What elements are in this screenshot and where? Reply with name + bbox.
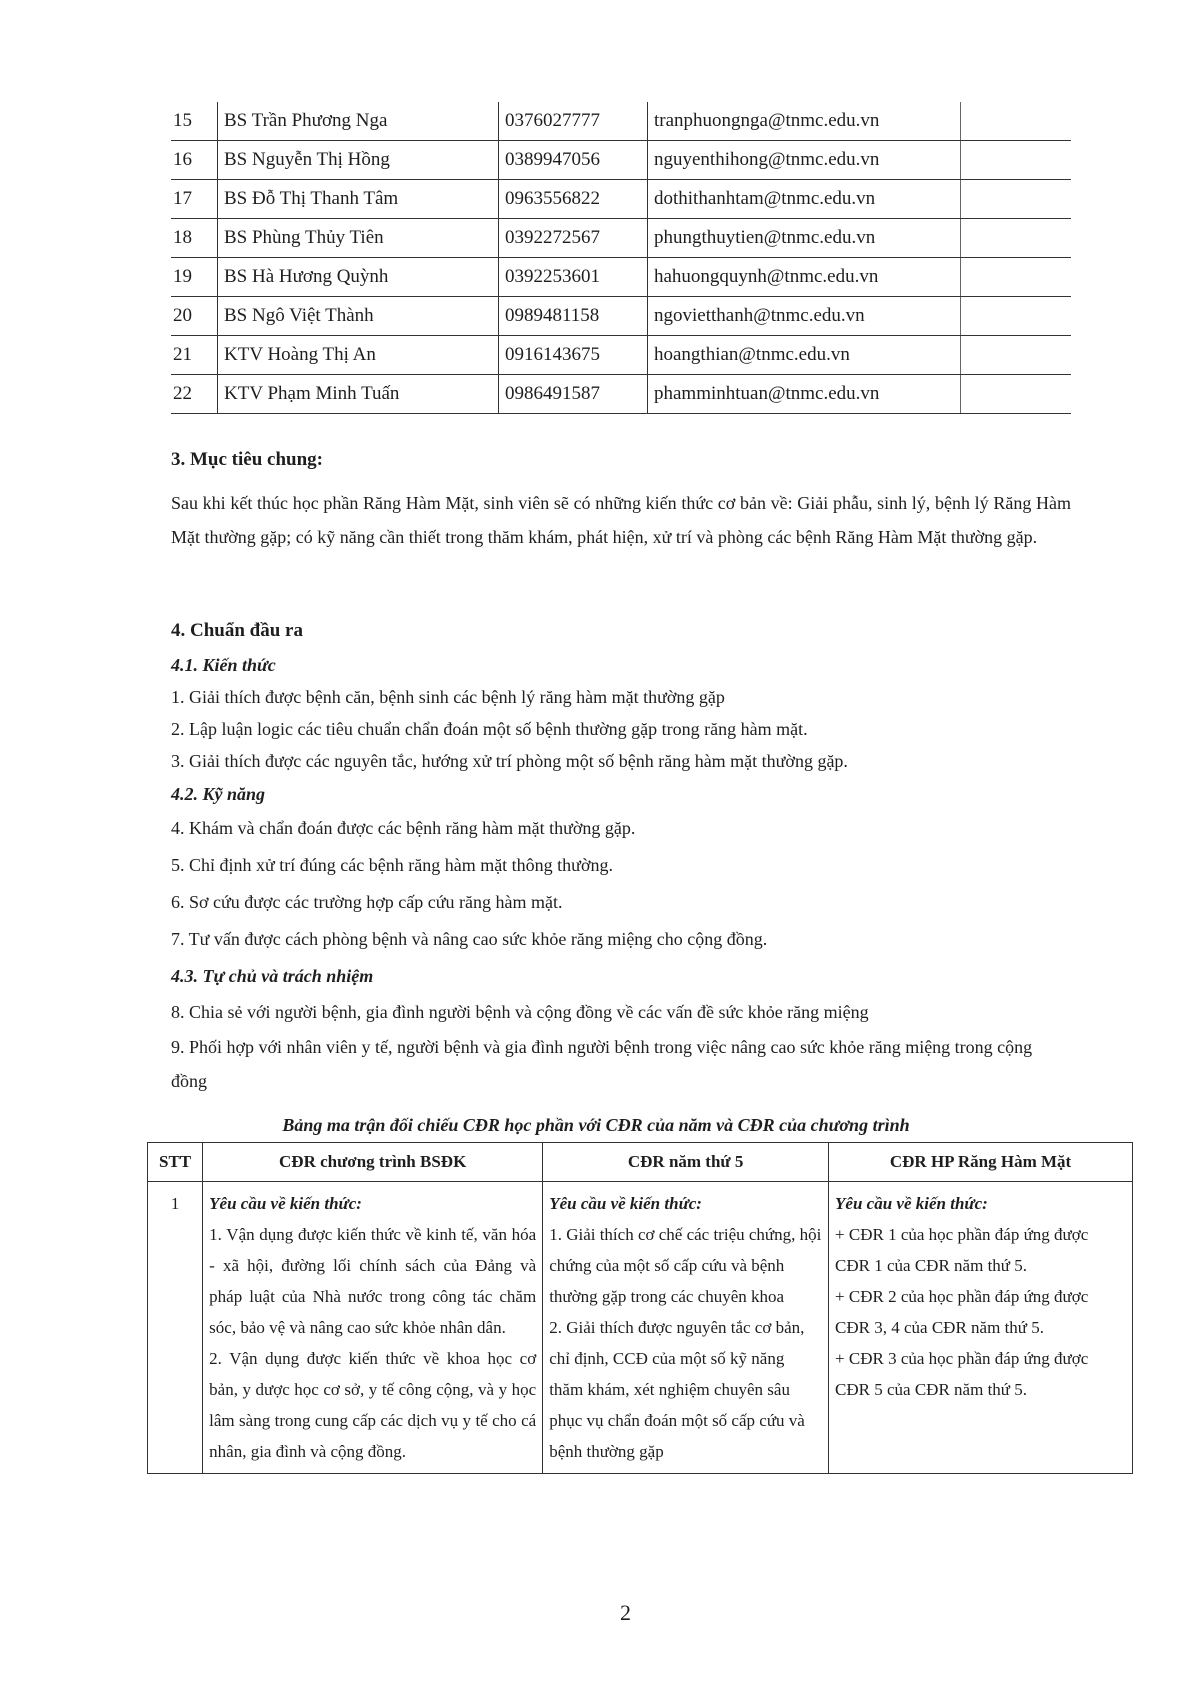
section-3-text: Sau khi kết thúc học phần Răng Hàm Mặt, sinh viên sẽ có những kiến thức cơ bản về: Giải phẫu, sinh lý, bệnh lý Răng Hàm Mặt thường gặp; có kỹ năng cần thiết trong thăm khám, phát hiện, xử trí và phòng các bệnh Răng Hàm Mặt thường gặp. [171, 493, 1071, 547]
outcome-item: 1. Giải thích được bệnh căn, bệnh sinh các bệnh lý răng hàm mặt thường gặp [171, 687, 725, 707]
staff-email: ngovietthanh@tnmc.edu.vn [648, 297, 961, 336]
staff-stt: 16 [171, 141, 218, 180]
staff-phone: 0392253601 [499, 258, 648, 297]
outcome-item: 9. Phối hợp với nhân viên y tế, người bệnh và gia đình người bệnh trong việc nâng cao sức khỏe răng miệng trong cộng đồng [171, 1037, 1033, 1091]
staff-row [171, 180, 1071, 219]
staff-phone: 0916143675 [499, 336, 648, 375]
course-mapping-1: + CĐR 1 của học phần đáp ứng được CĐR 1 của CĐR năm thứ 5. [835, 1225, 1089, 1275]
outcome-item: 2. Lập luận logic các tiêu chuẩn chẩn đoán một số bệnh thường gặp trong răng hàm mặt. [171, 719, 808, 739]
staff-empty-cell [961, 336, 1072, 375]
matrix-row-stt: 1 [148, 1182, 203, 1474]
year-outcome-2: 2. Giải thích được nguyên tắc cơ bản, chỉ định, CCĐ của một số kỹ năng thăm khám, xét nghiệm chuyên sâu phục vụ chẩn đoán một số cấp cứu và bệnh thường gặp [549, 1318, 805, 1461]
section-4-title: 4. Chuẩn đầu ra [171, 620, 303, 641]
staff-row [171, 336, 1071, 375]
staff-email: phungthuytien@tnmc.edu.vn [648, 219, 961, 258]
course-outcomes-cell [829, 1182, 1133, 1474]
year-outcome-1: 1. Giải thích cơ chế các triệu chứng, hội chứng của một số cấp cứu và bệnh thường gặp trong các chuyên khoa [549, 1225, 822, 1306]
staff-empty-cell [961, 375, 1072, 414]
matrix-row [148, 1182, 1133, 1474]
section-3-title: 3. Mục tiêu chung: [171, 449, 323, 470]
outcome-item: 3. Giải thích được các nguyên tắc, hướng xử trí phòng một số bệnh răng hàm mặt thường gặp. [171, 751, 848, 771]
staff-empty-cell [961, 297, 1072, 336]
program-outcomes-cell [203, 1182, 543, 1474]
year-knowledge-heading: Yêu cầu về kiến thức: [549, 1194, 702, 1213]
course-knowledge-heading: Yêu cầu về kiến thức: [835, 1194, 988, 1213]
staff-empty-cell [961, 141, 1072, 180]
staff-phone: 0963556822 [499, 180, 648, 219]
outcome-item: 4. Khám và chẩn đoán được các bệnh răng hàm mặt thường gặp. [171, 818, 636, 838]
staff-row [171, 141, 1071, 180]
header-program-outcomes: CĐR chương trình BSĐK [203, 1143, 543, 1182]
staff-name: BS Nguyễn Thị Hồng [218, 141, 499, 180]
staff-stt: 22 [171, 375, 218, 414]
staff-email: tranphuongnga@tnmc.edu.vn [648, 102, 961, 141]
staff-stt: 17 [171, 180, 218, 219]
staff-name: KTV Phạm Minh Tuấn [218, 375, 499, 414]
header-course-outcomes: CĐR HP Răng Hàm Mặt [829, 1143, 1133, 1182]
staff-stt: 21 [171, 336, 218, 375]
staff-email: phamminhtuan@tnmc.edu.vn [648, 375, 961, 414]
staff-name: BS Phùng Thủy Tiên [218, 219, 499, 258]
staff-email: nguyenthihong@tnmc.edu.vn [648, 141, 961, 180]
program-outcome-1: 1. Vận dụng được kiến thức về kinh tế, văn hóa - xã hội, đường lối chính sách của Đảng và pháp luật của Nhà nước trong công tác chăm sóc, bảo vệ và nâng cao sức khỏe nhân dân. [209, 1225, 537, 1337]
header-year-outcomes: CĐR năm thứ 5 [543, 1143, 829, 1182]
program-outcome-2: 2. Vận dụng được kiến thức về khoa học cơ bản, y dược học cơ sở, y tế công cộng, và y học lâm sàng trong cung cấp các dịch vụ y tế cho cá nhân, gia đình và cộng đồng. [209, 1349, 537, 1461]
year-outcomes-cell [543, 1182, 829, 1474]
program-knowledge-heading: Yêu cầu về kiến thức: [209, 1194, 362, 1213]
course-mapping-2: + CĐR 2 của học phần đáp ứng được CĐR 3, 4 của CĐR năm thứ 5. [835, 1287, 1089, 1337]
staff-phone: 0392272567 [499, 219, 648, 258]
staff-name: BS Ngô Việt Thành [218, 297, 499, 336]
matrix-header-row [148, 1143, 1133, 1182]
staff-table [171, 102, 1071, 414]
knowledge-title: 4.1. Kiến thức [171, 655, 276, 675]
matrix-caption: Bảng ma trận đối chiếu CĐR học phần với CĐR của năm và CĐR của chương trình [282, 1115, 910, 1135]
staff-email: dothithanhtam@tnmc.edu.vn [648, 180, 961, 219]
staff-stt: 19 [171, 258, 218, 297]
staff-stt: 20 [171, 297, 218, 336]
staff-row [171, 258, 1071, 297]
staff-name: BS Hà Hương Quỳnh [218, 258, 499, 297]
staff-phone: 0989481158 [499, 297, 648, 336]
staff-row [171, 219, 1071, 258]
outcome-item: 7. Tư vấn được cách phòng bệnh và nâng cao sức khỏe răng miệng cho cộng đồng. [171, 929, 768, 949]
staff-row [171, 375, 1071, 414]
staff-email: hoangthian@tnmc.edu.vn [648, 336, 961, 375]
staff-empty-cell [961, 102, 1072, 141]
skills-title: 4.2. Kỹ năng [171, 784, 266, 804]
staff-phone: 0376027777 [499, 102, 648, 141]
staff-name: BS Trần Phương Nga [218, 102, 499, 141]
page-number: 2 [620, 1600, 631, 1625]
staff-email: hahuongquynh@tnmc.edu.vn [648, 258, 961, 297]
staff-phone: 0389947056 [499, 141, 648, 180]
staff-name: KTV Hoàng Thị An [218, 336, 499, 375]
staff-row [171, 102, 1071, 141]
header-stt: STT [148, 1143, 203, 1182]
staff-empty-cell [961, 219, 1072, 258]
outcome-item: 5. Chỉ định xử trí đúng các bệnh răng hàm mặt thông thường. [171, 855, 613, 875]
staff-stt: 18 [171, 219, 218, 258]
staff-phone: 0986491587 [499, 375, 648, 414]
matrix-table [147, 1142, 1133, 1474]
autonomy-title: 4.3. Tự chủ và trách nhiệm [171, 966, 374, 986]
outcome-item: 8. Chia sẻ với người bệnh, gia đình người bệnh và cộng đồng về các vấn đề sức khỏe răng miệng [171, 1002, 869, 1022]
staff-stt: 15 [171, 102, 218, 141]
staff-row [171, 297, 1071, 336]
staff-empty-cell [961, 180, 1072, 219]
outcome-item: 6. Sơ cứu được các trường hợp cấp cứu răng hàm mặt. [171, 892, 563, 912]
staff-empty-cell [961, 258, 1072, 297]
course-mapping-3: + CĐR 3 của học phần đáp ứng được CĐR 5 của CĐR năm thứ 5. [835, 1349, 1089, 1399]
staff-name: BS Đỗ Thị Thanh Tâm [218, 180, 499, 219]
